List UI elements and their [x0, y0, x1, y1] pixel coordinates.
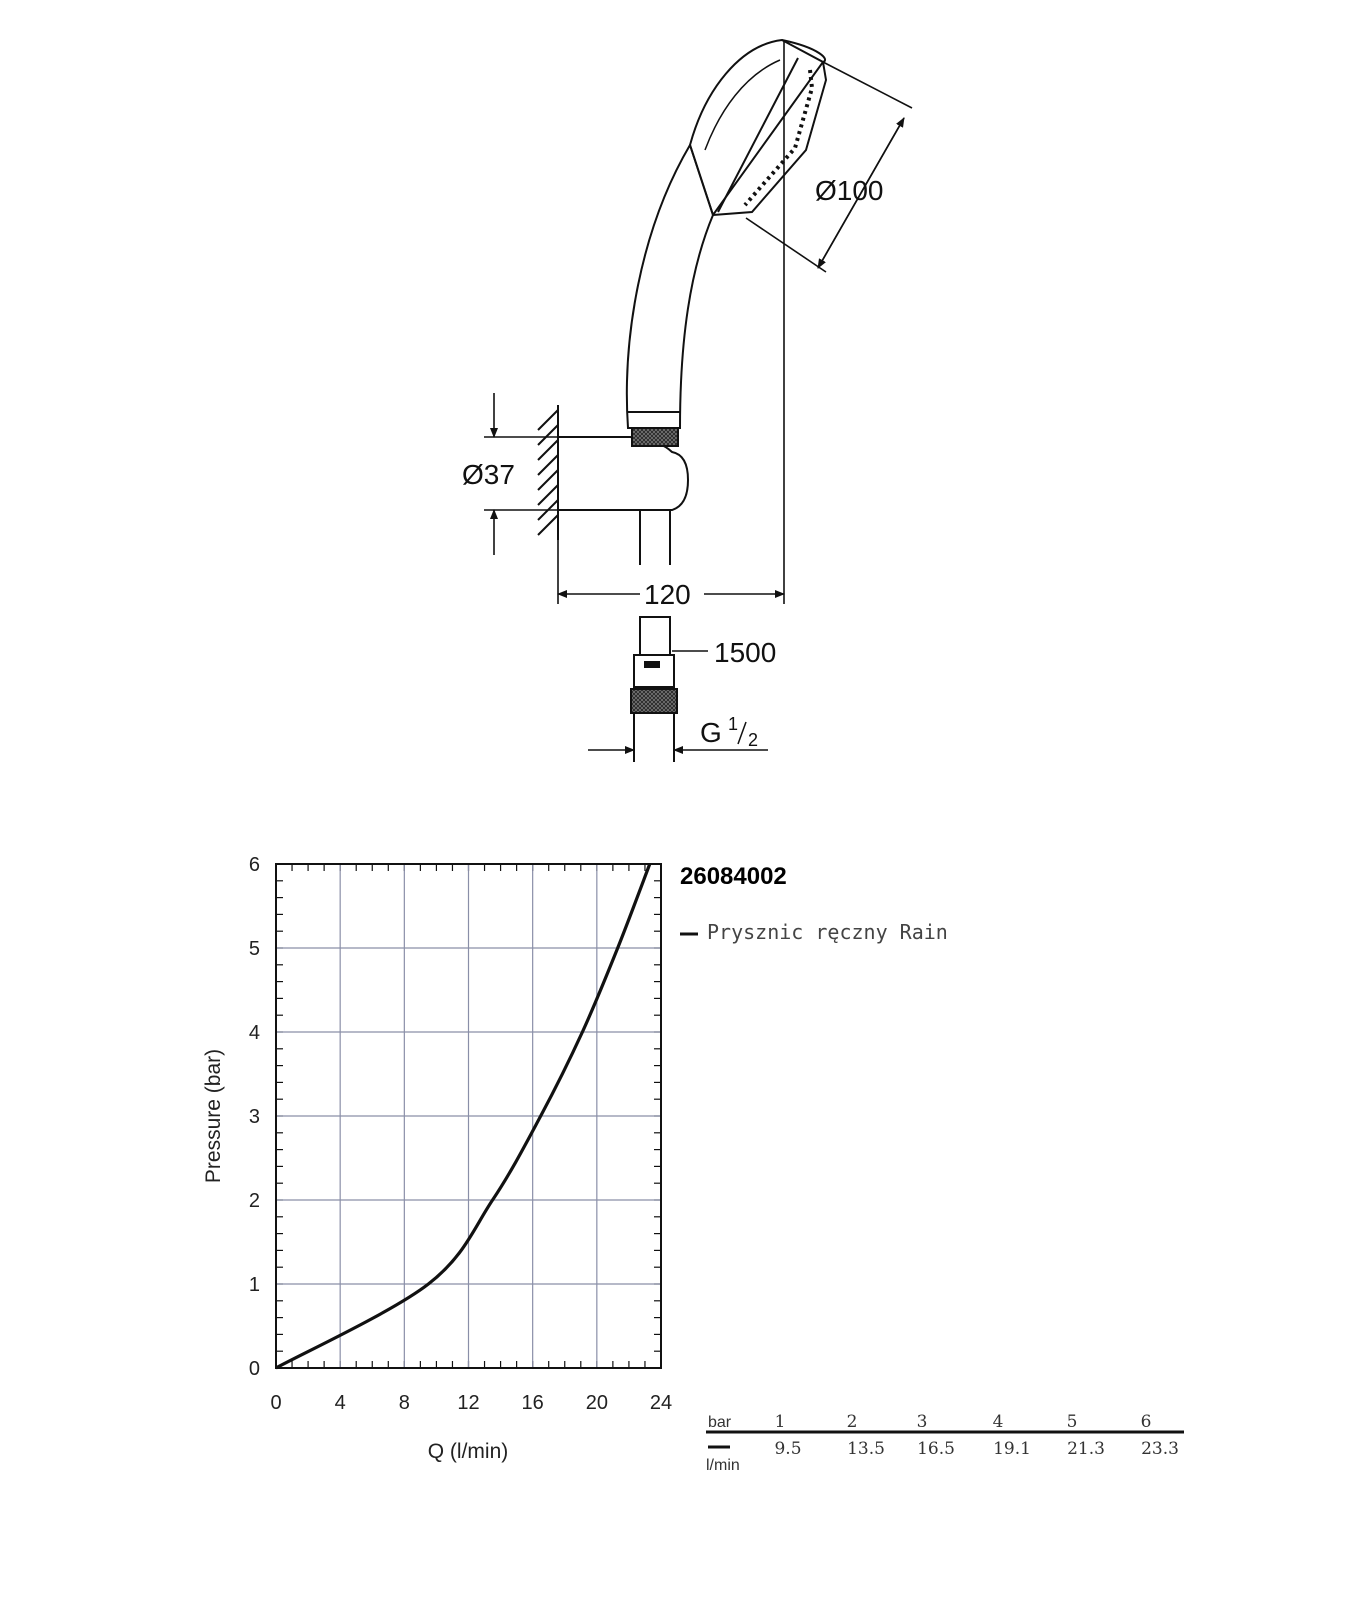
- hose-length-label: 1500: [714, 637, 777, 668]
- table-pressure-cell: 5: [1066, 1412, 1078, 1432]
- table-row-label-lmin: l/min: [706, 1457, 740, 1474]
- y-axis-label: Pressure (bar): [202, 1048, 225, 1184]
- head-diameter-dimension: [746, 62, 912, 272]
- table-flow-cell: 21.3: [1067, 1439, 1105, 1459]
- hose-upper: [640, 510, 670, 565]
- wall-holder: [558, 428, 688, 510]
- table-flow-cell: 19.1: [993, 1439, 1031, 1459]
- thread-letter: G: [700, 717, 722, 748]
- flow-table: [706, 1412, 1184, 1474]
- table-pressure-cell: 1: [774, 1412, 786, 1432]
- x-tick-label: 0: [270, 1392, 282, 1414]
- hose-connector: [631, 617, 708, 762]
- y-tick-label: 1: [248, 1274, 260, 1296]
- shower-handle: [627, 145, 713, 428]
- x-tick-labels: [270, 1392, 672, 1414]
- table-pressure-cell: 4: [992, 1412, 1004, 1432]
- x-tick-label: 4: [334, 1392, 346, 1414]
- product-code: 26084002: [680, 863, 787, 890]
- y-tick-label: 5: [248, 938, 260, 960]
- shower-head: [690, 40, 826, 215]
- x-axis-label: Q (l/min): [427, 1440, 509, 1463]
- chart: [202, 854, 672, 1463]
- projection-label: 120: [644, 579, 691, 610]
- x-tick-label: 16: [521, 1392, 544, 1414]
- y-tick-label: 0: [248, 1358, 260, 1380]
- table-pressure-cell: 2: [846, 1412, 858, 1432]
- y-tick-labels: [249, 854, 260, 1380]
- table-row-label-bar: bar: [708, 1414, 732, 1431]
- holder-diameter-label: Ø37: [462, 459, 515, 490]
- x-tick-label: 12: [457, 1392, 480, 1414]
- head-diameter-label: Ø100: [815, 175, 884, 206]
- x-tick-label: 8: [398, 1392, 410, 1414]
- table-flow-cell: 23.3: [1141, 1439, 1179, 1459]
- x-tick-label: 24: [649, 1392, 673, 1414]
- thread-denominator: 2: [748, 730, 759, 750]
- table-flow-cell: 9.5: [774, 1439, 802, 1459]
- table-pressure-cell: 3: [916, 1412, 928, 1432]
- holder-knurled-ring: [632, 428, 678, 446]
- legend-label: Prysznic ręczny Rain: [707, 920, 948, 944]
- grid-lines: [276, 864, 661, 1368]
- technical-drawing: [484, 40, 912, 762]
- y-tick-label: 6: [248, 854, 260, 876]
- y-tick-label: 4: [248, 1022, 260, 1044]
- table-pressure-cell: 6: [1140, 1412, 1152, 1432]
- y-tick-label: 3: [248, 1106, 260, 1128]
- x-tick-label: 20: [585, 1392, 608, 1414]
- y-tick-label: 2: [248, 1190, 260, 1212]
- table-flow-cell: 13.5: [847, 1439, 885, 1459]
- wall-hatching: [538, 405, 558, 540]
- hose-nut-knurled: [631, 689, 677, 713]
- table-flow-cell: 16.5: [917, 1439, 955, 1459]
- thread-numerator: 1: [728, 714, 739, 734]
